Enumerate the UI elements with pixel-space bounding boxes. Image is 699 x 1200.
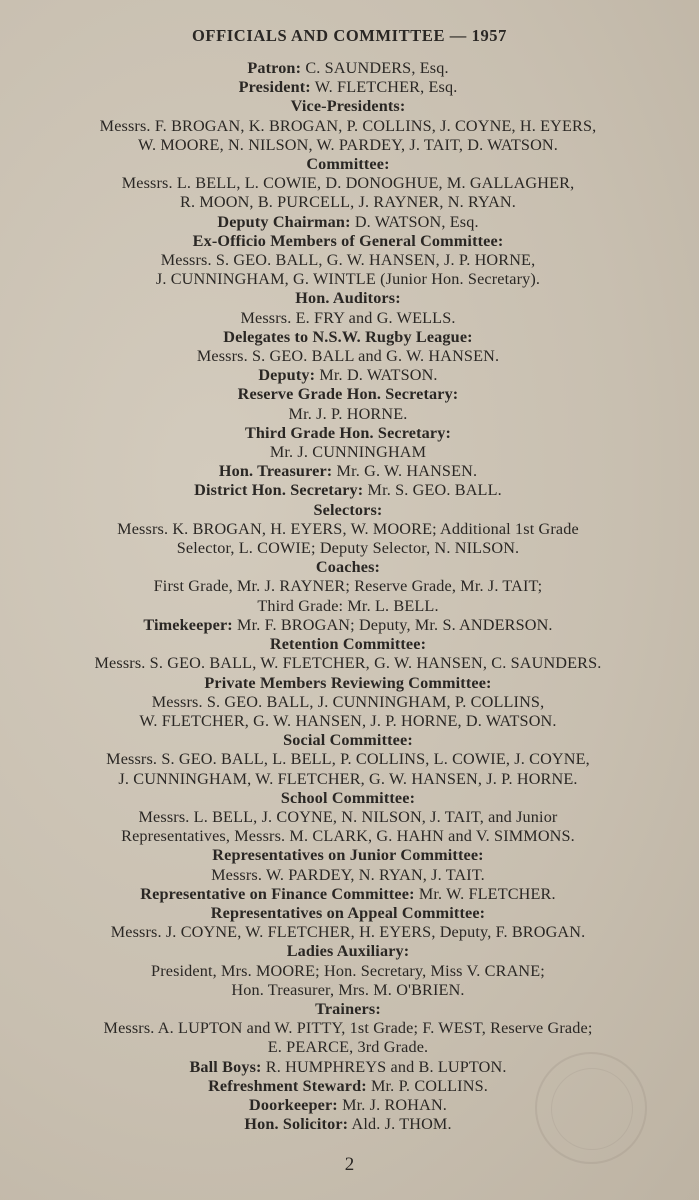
entry-president <box>20 78 676 97</box>
entry-line <box>20 616 676 635</box>
entry-third-grade-secretary <box>20 424 676 462</box>
entry-value: W. FLETCHER, Esq. <box>314 78 458 97</box>
entry-value: Representatives, Messrs. M. CLARK, G. HAHN and V. SIMMONS. <box>121 827 575 846</box>
entry-value: Ald. J. THOM. <box>351 1115 452 1134</box>
entry-value: Messrs. K. BROGAN, H. EYERS, W. MOORE; Additional 1st Grade <box>117 519 579 538</box>
entry-label: Refreshment Steward: <box>208 1076 367 1095</box>
entry-committee <box>20 155 676 213</box>
entry-line <box>20 462 676 481</box>
entry-value: Messrs. S. GEO. BALL, G. W. HANSEN, J. P. HORNE, <box>160 251 536 270</box>
entry-value: Mr. D. WATSON. <box>319 366 438 385</box>
officials-list <box>20 59 676 1134</box>
entry-appeal-committee-reps <box>20 904 676 942</box>
entry-label: Committee: <box>306 155 390 174</box>
entry-patron <box>20 59 676 78</box>
entry-retention-committee <box>20 635 676 673</box>
entry-line <box>20 885 676 904</box>
entry-label: Timekeeper: <box>143 615 233 634</box>
entry-value: Messrs. J. COYNE, W. FLETCHER, H. EYERS, Deputy, F. BROGAN. <box>110 923 586 942</box>
entry-junior-committee-reps <box>20 846 676 884</box>
entry-value: Messrs. W. PARDEY, N. RYAN, J. TAIT. <box>211 865 485 884</box>
entry-value: Messrs. S. GEO. BALL, L. BELL, P. COLLINS, L. COWIE, J. COYNE, <box>106 750 590 769</box>
page-number: 2 <box>344 1154 355 1175</box>
entry-label: Coaches: <box>315 558 381 577</box>
entry-value: R. HUMPHREYS and B. LUPTON. <box>265 1057 507 1076</box>
entry-delegates <box>20 328 676 366</box>
entry-deputy <box>20 366 676 385</box>
entry-value: J. CUNNINGHAM, G. WINTLE (Junior Hon. Secretary). <box>155 270 541 289</box>
entry-label: Vice-Presidents: <box>290 97 406 116</box>
entry-value: Mr. G. W. HANSEN. <box>336 462 478 481</box>
entry-label: Deputy Chairman: <box>217 212 351 231</box>
entry-trainers <box>20 1000 676 1058</box>
entry-value: W. MOORE, N. NILSON, W. PARDEY, J. TAIT, D. WATSON. <box>138 135 558 154</box>
entry-ladies-auxiliary <box>20 942 676 1000</box>
entry-reserve-grade-secretary <box>20 385 676 423</box>
entry-label: Delegates to N.S.W. Rugby League: <box>223 327 473 346</box>
entry-value: R. MOON, B. PURCELL, J. RAYNER, N. RYAN. <box>180 193 516 212</box>
entry-label: Ball Boys: <box>189 1057 262 1076</box>
entry-label: Social Committee: <box>283 731 413 750</box>
entry-value: Messrs. A. LUPTON and W. PITTY, 1st Grade; F. WEST, Reserve Grade; <box>103 1019 593 1038</box>
entry-value: Messrs. L. BELL, J. COYNE, N. NILSON, J. TAIT, and Junior <box>138 807 558 826</box>
entry-value: Hon. Treasurer, Mrs. M. O'BRIEN. <box>231 980 465 999</box>
entry-label: Representatives on Junior Committee: <box>212 846 484 865</box>
entry-selectors <box>20 501 676 559</box>
entry-label: Ex-Officio Members of General Committee: <box>192 231 504 250</box>
entry-label: Representative on Finance Committee: <box>140 884 415 903</box>
entry-value: D. WATSON, Esq. <box>354 212 479 231</box>
entry-label: District Hon. Secretary: <box>194 481 364 500</box>
entry-label: Hon. Auditors: <box>295 289 401 308</box>
entry-value: Messrs. S. GEO. BALL and G. W. HANSEN. <box>196 347 500 366</box>
entry-label: Hon. Solicitor: <box>244 1115 349 1134</box>
entry-value: Selector, L. COWIE; Deputy Selector, N. NILSON. <box>176 539 520 558</box>
entry-label: Selectors: <box>313 500 383 519</box>
entry-value: Mr. J. ROHAN. <box>342 1095 447 1114</box>
faded-stamp <box>535 1052 647 1164</box>
entry-deputy-chairman <box>20 213 676 232</box>
entry-line <box>20 78 676 97</box>
entry-label: Trainers: <box>315 999 381 1018</box>
entry-label: Reserve Grade Hon. Secretary: <box>237 385 459 404</box>
entry-label: Ladies Auxiliary: <box>286 942 410 961</box>
entry-hon-auditors <box>20 289 676 327</box>
entry-label: Third Grade Hon. Secretary: <box>244 423 452 442</box>
entry-value: Mr. S. GEO. BALL. <box>367 481 502 500</box>
entry-value: Mr. W. FLETCHER. <box>418 884 556 903</box>
entry-value: Messrs. E. FRY and G. WELLS. <box>240 308 456 327</box>
entry-value: Messrs. F. BROGAN, K. BROGAN, P. COLLINS, J. COYNE, H. EYERS, <box>99 116 597 135</box>
entry-value: E. PEARCE, 3rd Grade. <box>267 1038 429 1057</box>
entry-hon-treasurer <box>20 462 676 481</box>
faded-stamp-inner-ring <box>551 1068 633 1150</box>
entry-line <box>20 366 676 385</box>
entry-school-committee <box>20 789 676 847</box>
entry-value: Messrs. L. BELL, L. COWIE, D. DONOGHUE, M. GALLAGHER, <box>121 174 575 193</box>
entry-timekeeper <box>20 616 676 635</box>
entry-label: Representatives on Appeal Committee: <box>210 903 486 922</box>
entry-coaches <box>20 558 676 616</box>
entry-line <box>20 213 676 232</box>
entry-label: Retention Committee: <box>269 635 427 654</box>
page-heading: OFFICIALS AND COMMITTEE — 1957 <box>191 26 508 45</box>
entry-value: Messrs. S. GEO. BALL, J. CUNNINGHAM, P. COLLINS, <box>151 692 545 711</box>
entry-social-committee <box>20 731 676 789</box>
entry-line <box>20 59 676 78</box>
entry-label: Doorkeeper: <box>249 1095 338 1114</box>
entry-vice-presidents <box>20 97 676 155</box>
entry-label: Hon. Treasurer: <box>218 462 333 481</box>
entry-value: Third Grade: Mr. L. BELL. <box>257 596 439 615</box>
entry-private-members-committee <box>20 674 676 732</box>
entry-label: School Committee: <box>280 788 416 807</box>
entry-value: Mr. J. CUNNINGHAM <box>269 443 427 462</box>
entry-value: Mr. F. BROGAN; Deputy, Mr. S. ANDERSON. <box>237 615 553 634</box>
entry-value: First Grade, Mr. J. RAYNER; Reserve Grade, Mr. J. TAIT; <box>153 577 543 596</box>
entry-value: Messrs. S. GEO. BALL, W. FLETCHER, G. W. HANSEN, C. SAUNDERS. <box>94 654 602 673</box>
entry-label: Patron: <box>247 59 302 77</box>
entry-line <box>20 481 676 500</box>
entry-label: Deputy: <box>258 366 316 385</box>
entry-value: Mr. J. P. HORNE. <box>288 404 408 423</box>
entry-value: J. CUNNINGHAM, W. FLETCHER, G. W. HANSEN, J. P. HORNE. <box>118 769 578 788</box>
entry-value: W. FLETCHER, G. W. HANSEN, J. P. HORNE, D. WATSON. <box>139 711 557 730</box>
entry-value: President, Mrs. MOORE; Hon. Secretary, Miss V. CRANE; <box>151 961 545 980</box>
entry-ex-officio-members <box>20 232 676 290</box>
entry-value: C. SAUNDERS, Esq. <box>305 59 449 77</box>
entry-label: President: <box>238 78 311 97</box>
entry-finance-committee-rep <box>20 885 676 904</box>
entry-district-secretary <box>20 481 676 500</box>
entry-value: Mr. P. COLLINS. <box>370 1076 488 1095</box>
entry-label: Private Members Reviewing Committee: <box>204 673 492 692</box>
